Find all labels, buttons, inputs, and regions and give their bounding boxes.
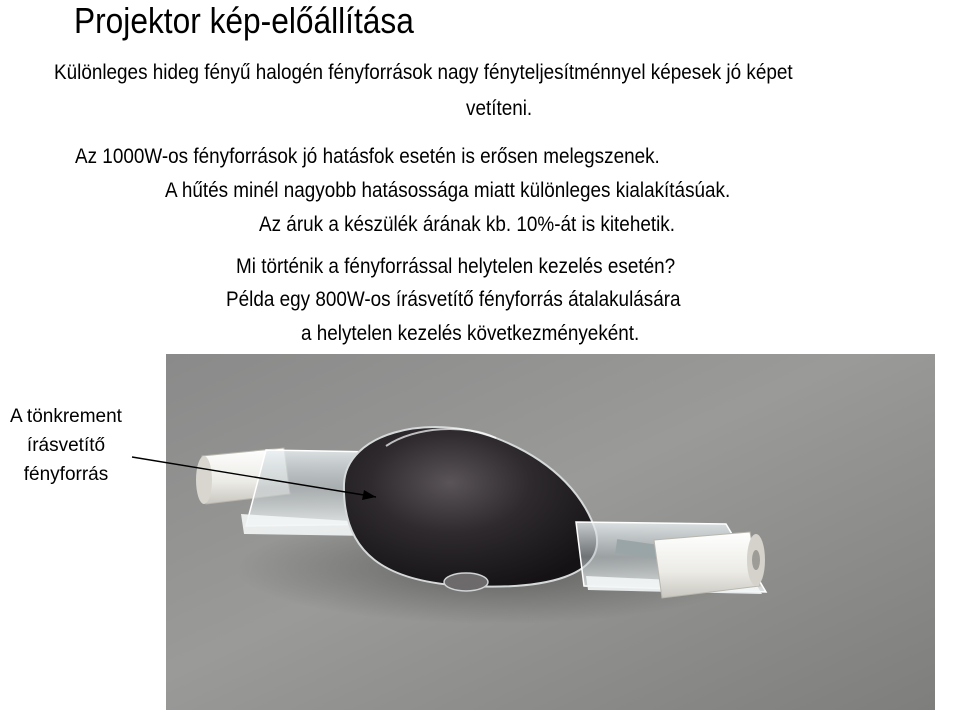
paragraph-line-6-text: Mi történik a fényforrással helytelen kezelés esetén? <box>236 255 676 278</box>
paragraph-line-5-text: Az áruk a készülék árának kb. 10%-át is kitehetik. <box>259 213 675 236</box>
paragraph-line-8-text: a helytelen kezelés következményeként. <box>301 322 640 345</box>
paragraph-line-8 <box>301 321 960 347</box>
paragraph-line-4 <box>165 178 960 204</box>
paragraph-line-7 <box>226 287 960 313</box>
paragraph-line-1-text: Különleges hideg fényű halogén fényforrások nagy fényteljesítménnyel képesek jó képet <box>54 61 793 84</box>
lamp-photo <box>166 354 935 710</box>
callout-line-3: fényforrás <box>23 464 109 485</box>
paragraph-line-4-text: A hűtés minél nagyobb hatásossága miatt különleges kialakításúak. <box>165 179 731 202</box>
paragraph-line-1 <box>54 60 960 86</box>
slide-title: Projektor kép-előállítása <box>74 0 414 41</box>
paragraph-line-3-text: Az 1000W-os fényforrások jó hatásfok esetén is erősen melegszenek. <box>75 145 660 168</box>
paragraph-line-7-text: Példa egy 800W-os írásvetítő fényforrás átalakulására <box>226 288 681 311</box>
callout-label <box>0 402 132 489</box>
callout-line-1: A tönkrement <box>10 406 122 427</box>
paragraph-line-6 <box>236 254 960 280</box>
exhaust-tip <box>444 573 488 591</box>
paragraph-line-2-text: vetíteni. <box>466 97 533 120</box>
paragraph-line-2 <box>466 96 960 122</box>
paragraph-line-3 <box>75 144 960 170</box>
paragraph-line-5 <box>259 212 960 238</box>
callout-line-2: írásvetítő <box>26 435 106 456</box>
lamp-illustration <box>166 354 935 710</box>
